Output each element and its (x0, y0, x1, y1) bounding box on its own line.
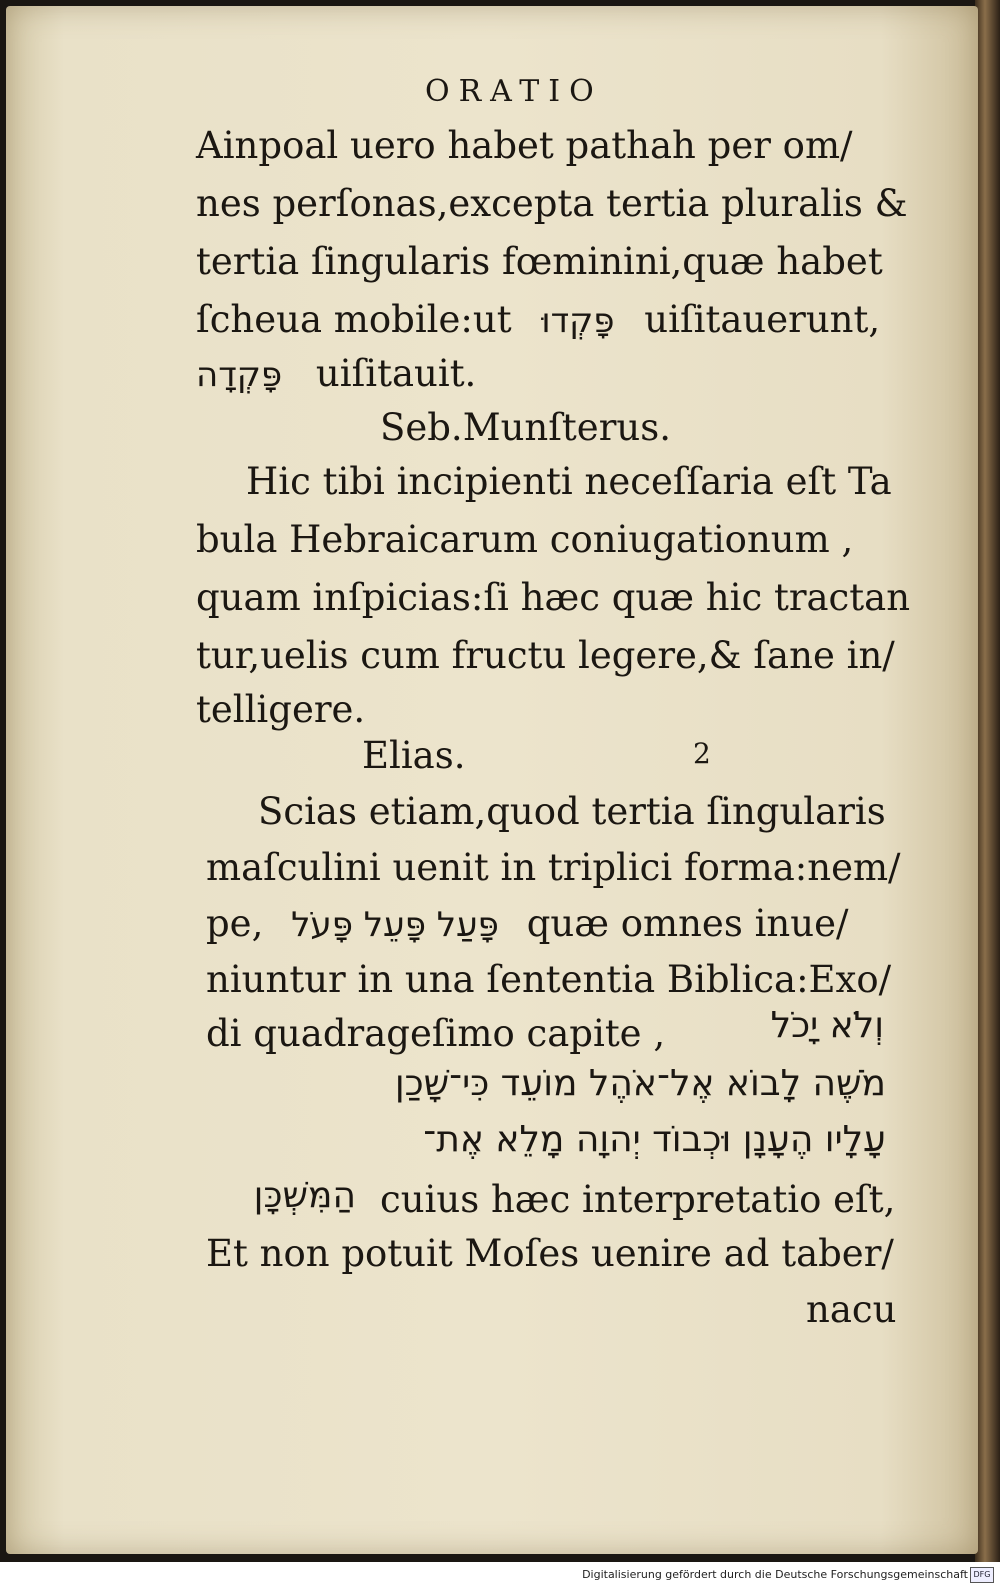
hebrew-line-15: וְלֹא יָכֹל (770, 1005, 884, 1046)
text-line-11: Scias etiam,quod tertia ſingularis (258, 790, 886, 833)
running-header: ORATIO (425, 74, 603, 109)
hebrew-word-paqdu: פָּקְדוּ (541, 301, 615, 341)
text-line-13-latin-a: pe, (206, 902, 264, 945)
text-line-6: Hic tibi incipienti neceſſaria eſt Ta (246, 460, 892, 503)
text-line-7: bula Hebraicarum coniugationum , (196, 518, 854, 561)
text-line-9: tur,uelis cum fructu legere,& ſane in/ (196, 634, 895, 677)
text-line-12: maſculini uenit in triplici forma:nem/ (206, 846, 901, 889)
hebrew-forms-paal: פָּעַל פָּעֵל פָּעֹל (291, 905, 499, 945)
text-line-3: tertia ſingularis fœminini,quæ habet (196, 240, 883, 283)
hebrew-word-paqdah: פָּקְדָה (196, 355, 283, 395)
text-line-1: Ainpoal uero habet pathah per om/ (196, 124, 853, 167)
page-edge (975, 0, 1000, 1562)
text-line-4 (196, 298, 880, 343)
hebrew-line-18: הַמִּשְׁכָּן (253, 1175, 356, 1216)
text-line-19: Et non potuit Moſes uenire ad taber/ (206, 1232, 894, 1275)
hebrew-line-16: מֹשֶׁה לָבוֹא אֶל־אֹהֶל מוֹעֵד כִּי־שָׁכַן (394, 1063, 886, 1104)
text-line-10: telligere. (196, 688, 366, 731)
text-line-8: quam inſpicias:ſi hæc quæ hic tractan (196, 576, 911, 619)
footer-bar (0, 1562, 1000, 1591)
text-line-13 (206, 902, 848, 947)
text-line-2: nes perſonas,excepta tertia pluralis & (196, 182, 908, 225)
text-line-15: di quadrageſimo capite , (206, 1012, 666, 1055)
speaker-heading-elias: Elias. (362, 734, 466, 777)
text-line-14: niuntur in una ſententia Biblica:Exo/ (206, 958, 892, 1001)
dfg-logo-icon: DFG (970, 1567, 994, 1583)
text-line-18: cuius hæc interpretatio eſt, (380, 1178, 896, 1221)
text-line-4-latin-a: ſcheua mobile:ut (196, 298, 512, 341)
funding-credit: Digitalisierung gefördert durch die Deutsche Forschungsgemeinschaft (582, 1568, 968, 1581)
speaker-heading-munsterus: Seb.Munſterus. (380, 406, 671, 449)
text-line-5-latin: uiſitauit. (315, 352, 477, 395)
section-number: 2 (693, 737, 711, 770)
text-line-5 (196, 352, 476, 397)
text-line-13-latin-b: quæ omnes inue/ (526, 902, 849, 945)
text-line-4-latin-b: uiſitauerunt, (644, 298, 881, 341)
hebrew-line-17: עָלָיו הֶעָנָן וּכְבוֹד יְהוָה מָלֵא אֶת־ (423, 1119, 886, 1160)
catchword: nacu (806, 1288, 897, 1331)
